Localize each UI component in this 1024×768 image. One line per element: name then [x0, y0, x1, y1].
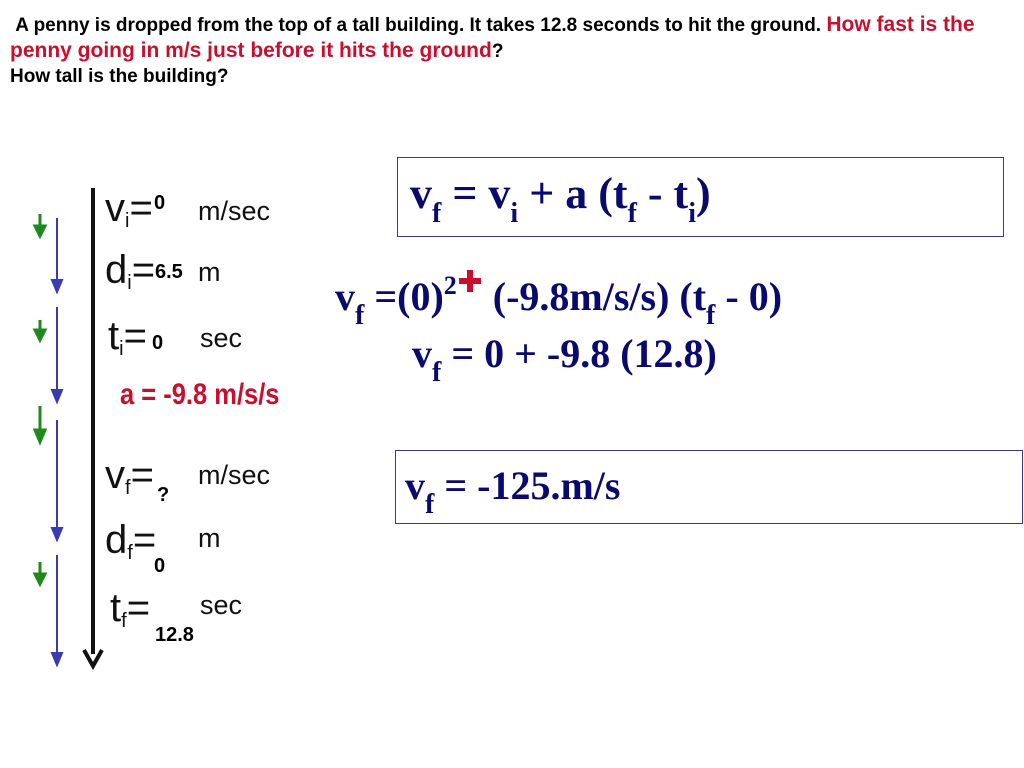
var-tf: [110, 586, 151, 632]
result-sub-f: f: [425, 489, 435, 520]
di-unit: m: [198, 257, 221, 287]
tf-letter: t: [110, 586, 122, 630]
green-arrow-4-head: [35, 574, 45, 584]
result-rest: = -125.m/s: [434, 463, 621, 508]
var-vf: [105, 453, 154, 499]
vf-value: ?: [157, 484, 170, 506]
line2-v: v: [335, 274, 355, 319]
df-value: 0: [154, 555, 166, 577]
ti-sub: i: [119, 338, 124, 360]
question-mark: ?: [491, 41, 504, 62]
line2-b: (-9.8m/s/s) (t: [482, 274, 707, 319]
ti-unit: sec: [200, 323, 243, 353]
formula-close: ): [696, 169, 711, 218]
line3-rest: = 0 + -9.8 (12.8): [441, 331, 717, 376]
formula-rest: + a (t: [518, 169, 628, 218]
vi-value: 0: [154, 192, 166, 214]
blue-arrow-4-head: [52, 653, 62, 665]
line2-c: - 0): [715, 274, 783, 319]
di-value: 6.5: [155, 261, 183, 283]
df-eq: =: [132, 518, 157, 562]
numeric-line: [412, 330, 717, 389]
formula-sub-f: f: [432, 198, 442, 229]
di-letter: d: [105, 248, 128, 292]
substitution-line: [335, 270, 782, 332]
green-arrow-2-head: [35, 330, 45, 340]
df-sub: f: [127, 542, 133, 564]
problem-text: A penny is dropped from the top of a tall building. It takes 12.8 seconds to hit the ground.: [15, 15, 822, 36]
result: [405, 462, 620, 521]
line3-v: v: [412, 331, 432, 376]
formula-mid: = v: [441, 169, 511, 218]
ti-value: 0: [152, 332, 164, 354]
tf-unit: sec: [200, 590, 243, 620]
vf-sub: f: [125, 477, 131, 499]
line2-sub-f2: f: [706, 300, 716, 331]
green-arrow-3-head: [35, 430, 45, 442]
formula-sub-i2: i: [688, 198, 696, 229]
vi-eq: =: [129, 186, 153, 230]
blue-arrow-2-head: [52, 390, 62, 402]
line2-sub-f: f: [355, 300, 365, 331]
vf-unit: m/sec: [198, 460, 271, 490]
var-ti: [108, 314, 147, 360]
line2-sup: 2: [443, 271, 457, 300]
question-height: How tall is the building?: [10, 66, 229, 87]
green-arrow-1-head: [35, 226, 45, 236]
var-vi: [105, 186, 153, 232]
di-sub: i: [127, 272, 132, 294]
df-unit: m: [198, 523, 221, 553]
ti-letter: t: [108, 314, 120, 358]
line3-sub-f: f: [432, 357, 442, 388]
tf-eq: =: [126, 586, 151, 630]
formula: [410, 168, 711, 230]
vf-eq: =: [130, 453, 154, 497]
df-letter: d: [105, 518, 128, 562]
tf-sub: f: [121, 610, 127, 632]
vi-unit: m/sec: [198, 196, 271, 226]
vi-sub: i: [125, 210, 130, 232]
plus-icon: [459, 270, 481, 292]
result-v: v: [405, 463, 425, 508]
formula-v: v: [410, 169, 432, 218]
tf-value: 12.8: [155, 624, 194, 646]
question-velocity: How fast is the penny going in m/s just before it hits the ground: [10, 13, 975, 62]
acceleration-value: a = -9.8 m/s/s: [120, 378, 280, 411]
formula-sub-i: i: [510, 198, 519, 229]
line2-a: =(0): [364, 274, 444, 319]
vi-letter: v: [105, 186, 125, 230]
var-di: [105, 248, 156, 294]
blue-arrow-3-head: [52, 528, 62, 540]
di-eq: =: [131, 248, 156, 292]
formula-sub-f2: f: [627, 198, 637, 229]
var-df: [105, 518, 157, 564]
vf-letter: v: [105, 453, 125, 497]
formula-minus: - t: [636, 169, 689, 218]
ti-eq: =: [123, 314, 147, 358]
blue-arrow-1-head: [52, 280, 62, 292]
